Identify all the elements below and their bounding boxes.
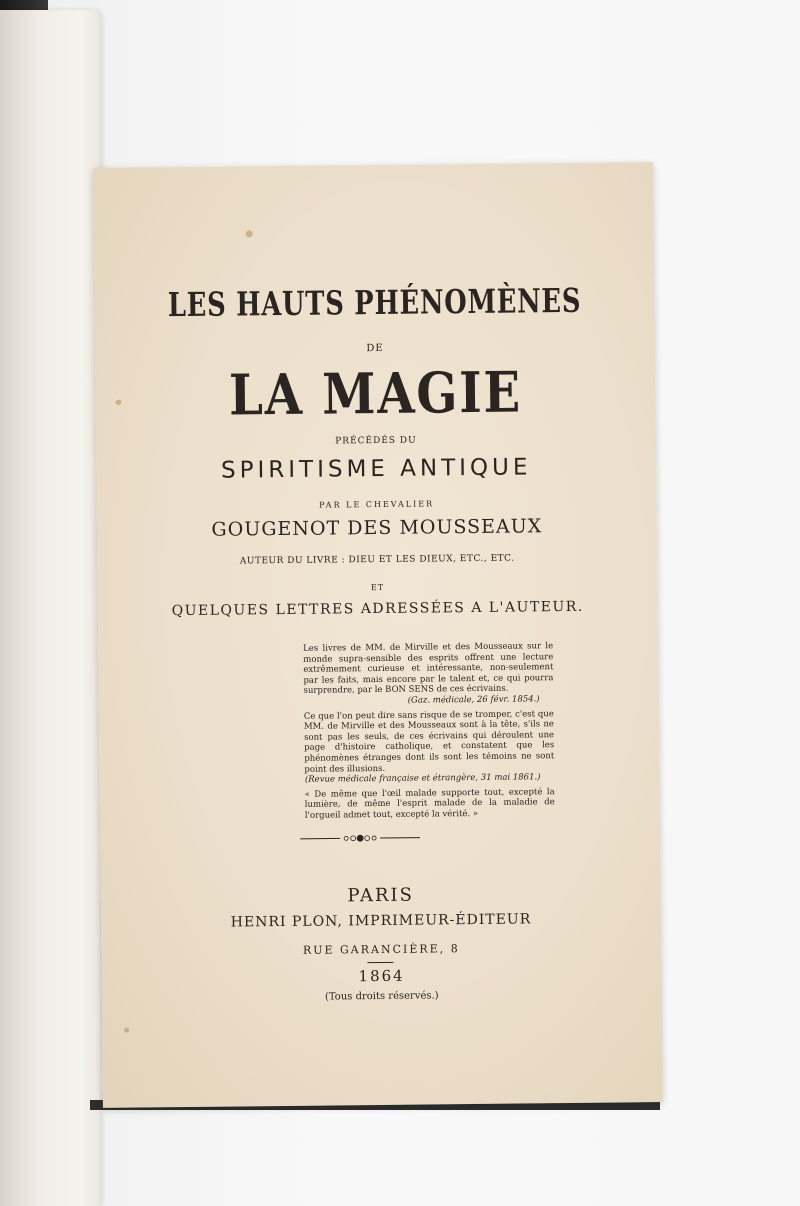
quote-source: (Revue médicale française et étrangère, 31 mai 1861.) <box>304 772 541 785</box>
foxing-spot <box>116 400 122 405</box>
quote-block <box>304 709 555 786</box>
city: PARIS <box>347 884 415 907</box>
foxing-spot <box>124 1028 129 1033</box>
author-note: AUTEUR DU LIVRE : DIEU ET LES DIEUX, ETC., ETC. <box>239 553 515 567</box>
flyleaf-page <box>0 10 100 1206</box>
main-title: LA MAGIE <box>228 359 523 429</box>
quote-text: Les livres de MM. de Mirville et des Mousseaux sur le monde supra-sensible des esprits offrent une lecture extrêmement curieuse et intéressante, non-seulement par les faits, mais encore par le talent et, ce qui pourra surprendre, par le BON SENS de ces écrivains. <box>303 641 554 697</box>
quote-text: Ce que l'on peut dire sans risque de se tromper, c'est que MM. de Mirville et des Mousseaux sont à la tête, s'ils ne sont pas les seuls, de ces écrivains qui déroulent une page d'histoire catholique, et constatent que les phénomènes étranges dont ils sont les témoins ne sont point des illusions. <box>303 708 555 775</box>
author-name: GOUGENOT DES MOUSSEAUX <box>211 515 543 541</box>
preceded-by: PRÉCÉDÉS DU <box>335 435 417 447</box>
quote-block <box>305 787 555 821</box>
publisher: HENRI PLON, IMPRIMEUR-ÉDITEUR <box>230 911 532 931</box>
quote-block <box>303 641 554 707</box>
publisher-address: RUE GARANCIÈRE, 8 <box>302 942 460 957</box>
ornament-divider <box>300 832 420 845</box>
epigraph-quotes <box>303 641 555 825</box>
by-line: PAR LE CHEVALIER <box>319 499 435 510</box>
letters-line: QUELQUES LETTRES ADRESSÉES A L'AUTEUR. <box>171 598 584 620</box>
title-de: DE <box>366 342 384 355</box>
rights-notice: (Tous droits réservés.) <box>324 990 439 1003</box>
quote-text: « De même que l'œil malade supporte tout, excepté la lumière, de même l'esprit malade de la maladie de l'orgueil admet tout, excepté la vérité. » <box>304 786 555 821</box>
title-line-1: LES HAUTS PHÉNOMÈNES <box>167 280 582 325</box>
year-rule <box>367 962 393 963</box>
publication-year: 1864 <box>358 966 405 986</box>
foxing-spot <box>246 230 253 237</box>
conjunction: ET <box>370 582 385 593</box>
title-page <box>93 162 663 1108</box>
subtitle: SPIRITISME ANTIQUE <box>220 454 532 484</box>
quote-source: (Gaz. médicale, 26 févr. 1854.) <box>407 694 540 706</box>
